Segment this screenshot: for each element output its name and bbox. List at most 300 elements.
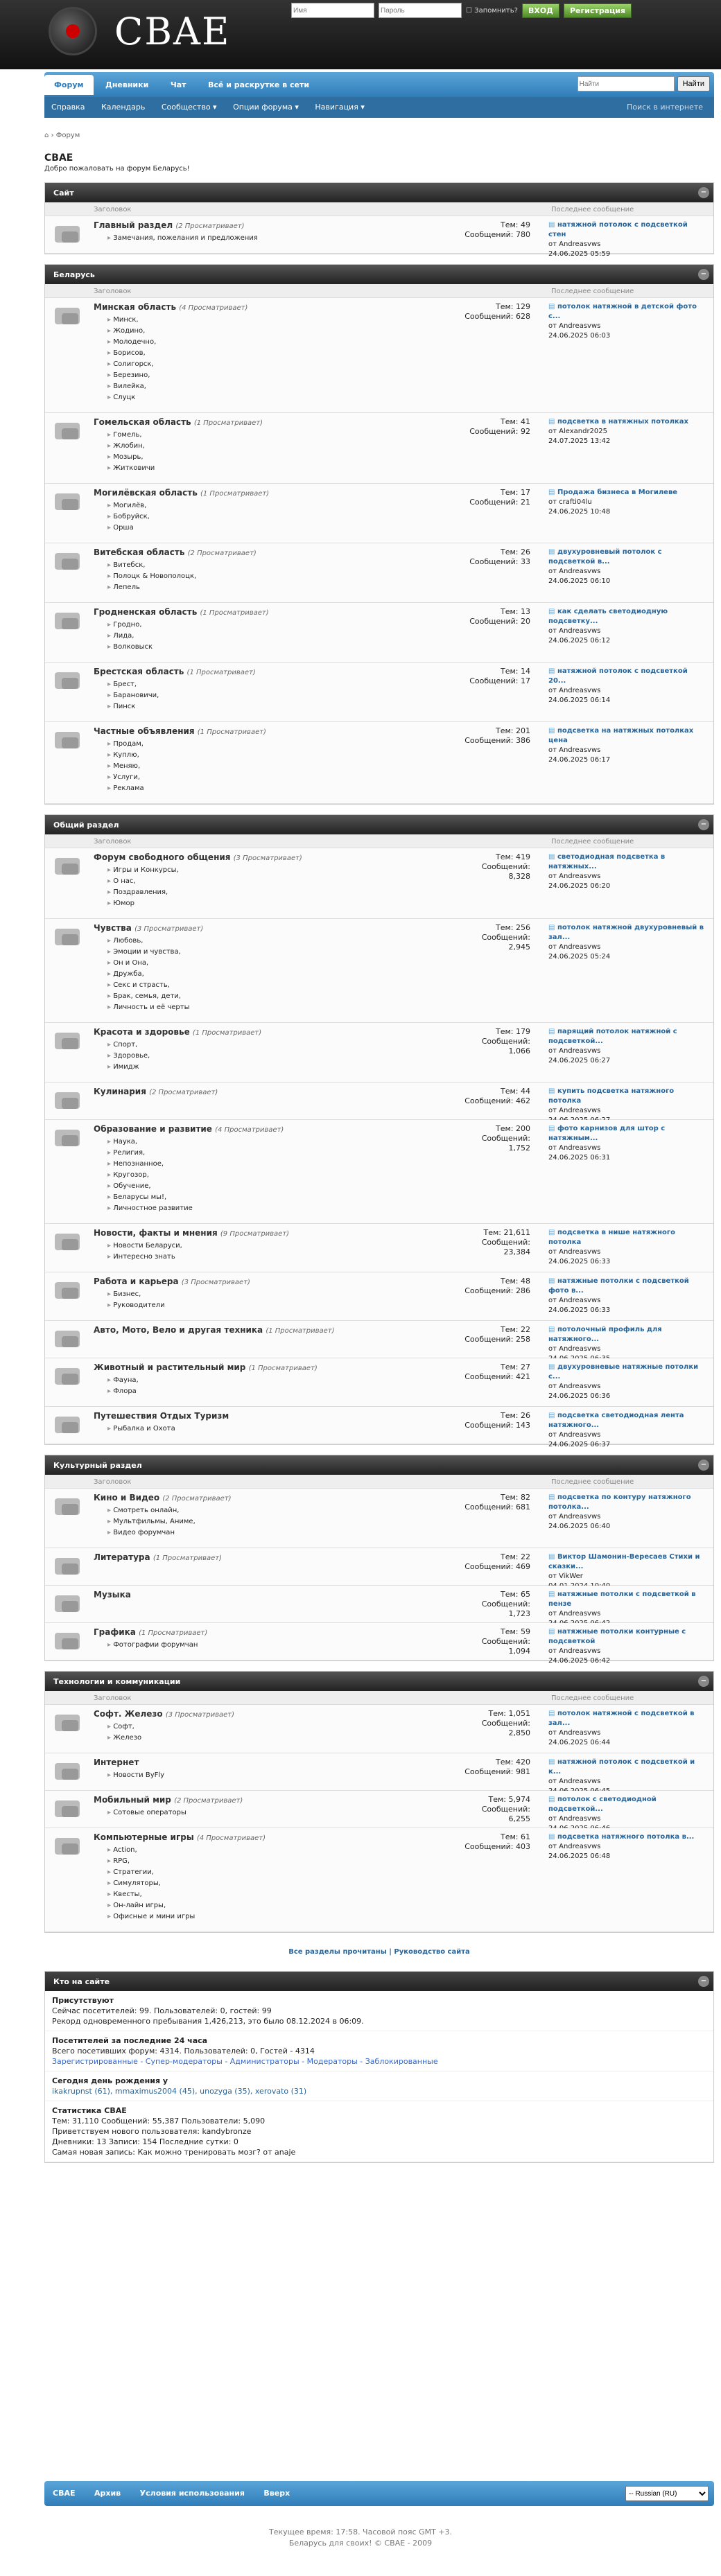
subnav-navigation[interactable]: Навигация ▾	[315, 103, 365, 112]
forum-title[interactable]: Гродненская область	[94, 607, 198, 617]
birthday-heading: Сегодня день рождения у	[52, 2076, 168, 2085]
subforum-link[interactable]: ▸ Продам,	[107, 739, 144, 750]
forum-title[interactable]: Интернет	[94, 1758, 139, 1767]
last-post-title[interactable]: ▤ натяжной потолок с подсветкой 20...	[548, 667, 706, 686]
forum-title[interactable]: Форум свободного общения	[94, 852, 231, 862]
forum-stat: Сообщений:	[481, 1037, 530, 1046]
subforum-link[interactable]: ▸ Бобруйск,	[107, 511, 150, 523]
subforum-link[interactable]: ▸ Вилейка,	[107, 381, 156, 392]
search-input[interactable]	[577, 76, 675, 91]
subforum-link[interactable]: ▸ Минск,	[107, 315, 156, 326]
forum-stat: Тем: 41	[501, 417, 530, 426]
forum-title-wrap	[94, 1758, 139, 1767]
last-post-date: 24.06.2025 05:24	[548, 953, 611, 961]
forum-row	[45, 1828, 713, 1932]
forum-stat: Тем: 59	[501, 1627, 530, 1636]
forum-stat: Сообщений:	[481, 862, 530, 871]
forum-row	[45, 1623, 713, 1665]
forum-stat: Тем: 22	[501, 1552, 530, 1561]
subforum-link[interactable]: ▸ Волковыск	[107, 642, 153, 653]
last-post-title[interactable]: ▤ двухуровневые натяжные потолки с...	[548, 1363, 706, 1382]
subforum-link[interactable]: ▸ Обучение,	[107, 1181, 193, 1192]
forum-viewing: (4 Просматривает)	[196, 1834, 266, 1842]
last-post-author[interactable]: от Andreasvws	[548, 1047, 601, 1055]
subforum-link[interactable]: ▸ Action,	[107, 1845, 195, 1856]
forum-title[interactable]: Софт. Железо	[94, 1709, 163, 1719]
collapse-icon[interactable]: −	[698, 1676, 709, 1687]
subforum-link[interactable]: ▸ Сотовые операторы	[107, 1807, 186, 1819]
subforum-link[interactable]: ▸ Брак, семья, дети,	[107, 991, 189, 1002]
subforum-link[interactable]: ▸ Он-лайн игры,	[107, 1900, 195, 1911]
last-post	[548, 726, 706, 765]
subforum-link[interactable]: ▸ Религия,	[107, 1148, 193, 1159]
subforum-link[interactable]: ▸ Пинск	[107, 701, 159, 712]
subforum-link[interactable]: ▸ Он и Она,	[107, 958, 189, 969]
forum-title[interactable]: Животный и растительный мир	[94, 1363, 246, 1372]
online-title: Кто на сайте	[53, 1977, 110, 1986]
forum-row	[45, 484, 713, 543]
section-title[interactable]: Культурный раздел	[53, 1461, 142, 1470]
column-header	[45, 1691, 713, 1705]
forum-stats	[412, 1493, 530, 1512]
forum-title[interactable]: Компьютерные игры	[94, 1832, 194, 1842]
subforum-link[interactable]: ▸ Гродно,	[107, 620, 153, 631]
logo-icon[interactable]	[49, 7, 97, 55]
record-text: Рекорд одновременного пребывания 1,426,213, это было 08.12.2024 в 06:09.	[52, 2017, 364, 2026]
last-post-title[interactable]: ▤ натяжной потолок с подсветкой и к...	[548, 1758, 706, 1777]
subforum-link[interactable]: ▸ Брест,	[107, 679, 159, 690]
subforum-link[interactable]: ▸ Здоровье,	[107, 1051, 150, 1062]
forum-status-icon	[55, 1498, 80, 1515]
forum-status-icon	[55, 1331, 80, 1347]
last-post	[548, 1832, 706, 1861]
collapse-icon[interactable]: −	[698, 1460, 709, 1471]
forum-viewing: (2 Просматривает)	[175, 222, 245, 230]
last-post-author[interactable]: от Andreasvws	[548, 1107, 601, 1114]
subforum-link[interactable]: ▸ Дружба,	[107, 969, 189, 980]
subforum-link[interactable]: ▸ Березино,	[107, 370, 156, 381]
breadcrumb-forum[interactable]: Форум	[55, 132, 80, 139]
forum-status-icon	[55, 858, 80, 875]
forum-stat: Сообщений: 681	[464, 1502, 530, 1512]
present-heading: Присутствуют	[52, 1996, 114, 2005]
last-post-author[interactable]: от Andreasvws	[548, 627, 601, 635]
subforum-list	[107, 936, 189, 1013]
subforum-link[interactable]: ▸ Софт,	[107, 1721, 141, 1733]
last-post-date: 24.06.2025 06:37	[548, 1441, 611, 1448]
forum-stat: Сообщений: 469	[464, 1562, 530, 1571]
last-post	[548, 1027, 706, 1066]
collapse-icon[interactable]: −	[698, 819, 709, 830]
forum-stat: Сообщений: 403	[464, 1842, 530, 1851]
subforum-link[interactable]: ▸ Имидж	[107, 1062, 150, 1073]
collapse-icon[interactable]: −	[698, 1976, 709, 1987]
last-post-author[interactable]: от Andreasvws	[548, 240, 601, 248]
section-header[interactable]	[45, 183, 713, 202]
subforum-list	[107, 315, 156, 403]
last-post-title[interactable]: ▤ подсветка светодиодная лента натяжного...	[548, 1411, 706, 1430]
forum-title-wrap	[94, 1325, 335, 1335]
subforum-link[interactable]: ▸ Борисов,	[107, 348, 156, 359]
forum-stats	[412, 1325, 530, 1344]
forum-title-wrap	[94, 1832, 266, 1842]
stats-line2: Приветствуем нового пользователя: kandybronze	[52, 2127, 252, 2136]
col-forum: Заголовок	[94, 1478, 132, 1486]
last-post-author[interactable]: от Andreasvws	[548, 1345, 601, 1353]
subforum-link[interactable]: ▸ О нас,	[107, 876, 179, 887]
subforum-link[interactable]: ▸ Фотографии форумчан	[107, 1640, 198, 1651]
subforum-link[interactable]: ▸ Новости ByFly	[107, 1770, 164, 1781]
last-post-title[interactable]: ▤ потолок натяжной двухуровневый в зал...	[548, 923, 706, 943]
subforum-link[interactable]: ▸ Юмор	[107, 898, 179, 909]
subforum-link[interactable]: ▸ Личность и её черты	[107, 1002, 189, 1013]
forum-title-wrap	[94, 1087, 218, 1096]
forum-stats	[412, 1363, 530, 1382]
forum-stat: Сообщений:	[481, 1600, 530, 1609]
online-stats	[45, 2101, 713, 2162]
last-post	[548, 488, 706, 517]
section-title[interactable]: Технологии и коммуникации	[53, 1677, 181, 1686]
col-last: Последнее сообщение	[551, 838, 634, 845]
tab-blogs[interactable]: Дневники	[105, 80, 149, 89]
forum-title[interactable]: Могилёвская область	[94, 488, 198, 498]
last-post-author[interactable]: от Andreasvws	[548, 1248, 601, 1256]
last-post-title[interactable]: ▤ потолок с светодиодной подсветкой...	[548, 1795, 706, 1814]
last-post-author[interactable]: от Andreasvws	[548, 1383, 601, 1390]
forum-title[interactable]: Литература	[94, 1552, 150, 1562]
forum-row	[45, 848, 713, 919]
subnav-web-search[interactable]: Поиск в интернете	[627, 103, 703, 112]
remember-label: Запомнить?	[474, 6, 518, 15]
forum-stat: Тем: 65	[501, 1590, 530, 1599]
collapse-icon[interactable]: −	[698, 187, 709, 198]
section-header[interactable]	[45, 1672, 713, 1691]
last-post-title[interactable]: ▤ Продажа бизнеса в Могилеве	[548, 488, 706, 498]
subforum-link[interactable]: ▸ Секс и страсть,	[107, 980, 189, 991]
last-post-title[interactable]: ▤ подсветка на натяжных потолках цена	[548, 726, 706, 746]
forum-title[interactable]: Новости, факты и мнения	[94, 1228, 218, 1238]
footer-link-home[interactable]: CBAE	[53, 2489, 76, 2498]
main-content	[44, 152, 714, 2163]
last-post-author[interactable]: от VikWer	[548, 1572, 583, 1580]
section-header[interactable]	[45, 265, 713, 284]
subforum-link[interactable]: ▸ Могилёв,	[107, 500, 150, 511]
last-post-title[interactable]: ▤ потолок натяжной с подсветкой в зал...	[548, 1709, 706, 1728]
forum-title[interactable]: Путешествия Отдых Туризм	[94, 1411, 229, 1421]
forum-row	[45, 1753, 713, 1791]
last-post-date: 24.06.2025 06:20	[548, 882, 611, 890]
forum-stat: Тем: 26	[501, 547, 530, 557]
subforum-list	[107, 500, 150, 534]
last-post-author[interactable]: от Alexandr2025	[548, 428, 608, 435]
last-post-author[interactable]: от Andreasvws	[548, 1729, 601, 1737]
subforum-link[interactable]: ▸ Реклама	[107, 783, 144, 794]
forum-title[interactable]: Частные объявления	[94, 726, 195, 736]
language-select[interactable]	[625, 2486, 709, 2501]
last-post-title[interactable]: ▤ натяжные потолки контурные с подсветкой	[548, 1627, 706, 1647]
forum-title[interactable]: Минская область	[94, 302, 177, 312]
forum-viewing: (3 Просматривает)	[181, 1279, 250, 1286]
subforum-link[interactable]: ▸ Эмоции и чувства,	[107, 947, 189, 958]
stats-heading: Статистика CBAE	[52, 2106, 127, 2115]
subforum-link[interactable]: ▸ Видео форумчан	[107, 1527, 196, 1539]
subforum-link[interactable]: ▸ Куплю,	[107, 750, 144, 761]
forum-title[interactable]: Мобильный мир	[94, 1795, 171, 1805]
forum-stats	[412, 1832, 530, 1852]
forum-stat: Тем: 17	[501, 488, 530, 497]
section-header[interactable]	[45, 1455, 713, 1475]
forum-title[interactable]: Графика	[94, 1627, 136, 1637]
subforum-link[interactable]: ▸ Молодечно,	[107, 337, 156, 348]
forum-stat: Тем: 27	[501, 1363, 530, 1372]
last-post-author[interactable]: от Andreasvws	[548, 943, 601, 951]
column-header	[45, 1475, 713, 1489]
subforum-list	[107, 679, 159, 712]
subforum-link[interactable]: ▸ Рыбалка и Охота	[107, 1423, 175, 1435]
last-post-title[interactable]: ▤ купить подсветка натяжного потолка	[548, 1087, 706, 1106]
forum-title-wrap	[94, 417, 263, 427]
last-post-title[interactable]: ▤ подсветка в нише натяжного потолка	[548, 1228, 706, 1247]
last-post-title[interactable]: ▤ фото карнизов для штор с натяжным...	[548, 1124, 706, 1144]
last-post-author[interactable]: от Andreasvws	[548, 1647, 601, 1655]
forum-row	[45, 1358, 713, 1407]
forum-title[interactable]: Гомельская область	[94, 417, 191, 427]
forum-stats	[412, 607, 530, 627]
subforum-list	[107, 1505, 196, 1539]
breadcrumb: ⌂ › Форум	[44, 132, 80, 139]
forum-row	[45, 722, 713, 804]
forum-stat: Сообщений: 92	[469, 427, 530, 436]
last-post	[548, 1124, 706, 1163]
footer-link-top[interactable]: Вверх	[263, 2489, 290, 2498]
col-last: Последнее сообщение	[551, 1694, 634, 1702]
forum-title[interactable]: Чувства	[94, 923, 132, 933]
forum-status-icon	[55, 423, 80, 439]
last-post-author[interactable]: от Andreasvws	[548, 1815, 601, 1823]
subforum-link[interactable]: ▸ Игры и Конкурсы,	[107, 865, 179, 876]
subforum-link[interactable]: ▸ Меняю,	[107, 761, 144, 772]
col-forum: Заголовок	[94, 838, 132, 845]
subforum-link[interactable]: ▸ Руководители	[107, 1300, 165, 1311]
forum-title[interactable]: Музыка	[94, 1590, 131, 1600]
subforum-link[interactable]: ▸ Лепель	[107, 582, 196, 593]
subforum-link[interactable]: ▸ Личностное развитие	[107, 1203, 193, 1214]
forum-stat: Сообщений: 981	[464, 1767, 530, 1776]
forum-status-icon	[55, 1130, 80, 1146]
forum-title[interactable]: Кино и Видео	[94, 1493, 160, 1502]
last-post-title[interactable]: ▤ подсветка в натяжных потолках	[548, 417, 706, 427]
password-input[interactable]	[379, 3, 462, 18]
forum-title[interactable]: Красота и здоровье	[94, 1027, 190, 1037]
forum-stat: Тем: 61	[501, 1832, 530, 1841]
last-post-title[interactable]: ▤ подсветка по контуру натяжного потолка...	[548, 1493, 706, 1512]
forum-status-icon	[55, 493, 80, 510]
section-header[interactable]	[45, 815, 713, 834]
last-post-date: 24.06.2025 06:44	[548, 1739, 611, 1746]
subforum-link[interactable]: ▸ Интересно знать	[107, 1252, 182, 1263]
last-post-author[interactable]: от crafti04lu	[548, 498, 592, 506]
last-post-title[interactable]: ▤ потолочный профиль для натяжного...	[548, 1325, 706, 1344]
forum-title[interactable]: Авто, Мото, Вело и другая техника	[94, 1325, 263, 1335]
forum-title[interactable]: Витебская область	[94, 547, 185, 557]
subforum-link[interactable]: ▸ Наука,	[107, 1137, 193, 1148]
forum-title-wrap	[94, 1277, 250, 1286]
subforum-link[interactable]: ▸ Замечания, пожелания и предложения	[107, 233, 258, 244]
section-title[interactable]: Общий раздел	[53, 821, 119, 830]
subforum-link[interactable]: ▸ Фауна,	[107, 1375, 139, 1386]
subforum-link[interactable]: ▸ Железо	[107, 1733, 141, 1744]
last-post-date: 24.06.2025 06:31	[548, 1154, 611, 1162]
site-logo-text[interactable]: CBAE	[114, 10, 231, 53]
last-post-author[interactable]: от Andreasvws	[548, 1843, 601, 1850]
last-post-title[interactable]: ▤ Виктор Шамонин-Вересаев Стихи и сказки...	[548, 1552, 706, 1572]
forum-stat: Сообщений: 17	[469, 676, 530, 685]
forum-stat: Тем: 5,974	[488, 1795, 530, 1804]
register-button[interactable]: Регистрация	[564, 3, 632, 18]
forum-title[interactable]: Кулинария	[94, 1087, 146, 1096]
subforum-link[interactable]: ▸ Мозырь,	[107, 452, 155, 463]
subforum-list	[107, 1845, 195, 1922]
last-post	[548, 1411, 706, 1450]
last-post-title[interactable]: ▤ потолок натяжной в детской фото с...	[548, 302, 706, 322]
subforum-link[interactable]: ▸ Смотреть онлайн,	[107, 1505, 196, 1516]
last-post-author[interactable]: от Andreasvws	[548, 746, 601, 754]
subforum-link[interactable]: ▸ Орша	[107, 523, 150, 534]
subforum-link[interactable]: ▸ Лида,	[107, 631, 153, 642]
stats-line1: Тем: 31,110 Сообщений: 55,387 Пользователи: 5,090	[52, 2117, 266, 2126]
subforum-link[interactable]: ▸ Кругозор,	[107, 1170, 193, 1181]
subforum-link[interactable]: ▸ Спорт,	[107, 1040, 150, 1051]
login-button[interactable]: ВХОД	[522, 3, 559, 18]
home-icon[interactable]: ⌂	[44, 132, 49, 139]
forum-stat: Сообщений: 421	[464, 1372, 530, 1381]
section-title[interactable]: Сайт	[53, 189, 74, 198]
welcome-text: Добро пожаловать на форум Беларусь!	[44, 165, 190, 173]
last-post-title[interactable]: ▤ подсветка натяжного потолка в...	[548, 1832, 706, 1842]
last-post-date: 24.06.2025 10:48	[548, 508, 611, 516]
last-post-date: 24.06.2025 05:59	[548, 250, 611, 258]
tab-forum[interactable]: Форум	[44, 75, 94, 95]
forum-viewing: (9 Просматривает)	[220, 1230, 290, 1238]
subforum-list	[107, 1375, 139, 1397]
subforum-link[interactable]: ▸ Поздравления,	[107, 887, 179, 898]
subforum-link[interactable]: ▸ Стратегии,	[107, 1867, 195, 1878]
last-post-author[interactable]: от Andreasvws	[548, 1610, 601, 1618]
last-post-title[interactable]: ▤ парящий потолок натяжной с подсветкой...	[548, 1027, 706, 1046]
username-input[interactable]	[291, 3, 374, 18]
footer-link-archive[interactable]: Архив	[94, 2489, 121, 2498]
subforum-link[interactable]: ▸ Непознанное,	[107, 1159, 193, 1170]
search-button[interactable]: Найти	[677, 76, 710, 91]
forum-stat: 8,328	[508, 872, 530, 881]
subforum-link[interactable]: ▸ Гомель,	[107, 430, 155, 441]
forum-stat: Сообщений:	[481, 1805, 530, 1814]
subforum-link[interactable]: ▸ Офисные и мини игры	[107, 1911, 195, 1922]
forum-viewing: (2 Просматривает)	[187, 550, 257, 557]
footer-link-terms[interactable]: Условия использования	[139, 2489, 245, 2498]
copyright-line: Беларусь для своих! © CBAE - 2009	[288, 2539, 433, 2548]
forum-viewing: (1 Просматривает)	[153, 1554, 222, 1562]
collapse-icon[interactable]: −	[698, 269, 709, 280]
subforum-link[interactable]: ▸ Бизнес,	[107, 1289, 165, 1300]
subforum-link[interactable]: ▸ Беларусы мы!,	[107, 1192, 193, 1203]
last-post-author[interactable]: от Andreasvws	[548, 568, 601, 575]
last-post-title[interactable]: ▤ натяжной потолок с подсветкой стен	[548, 220, 706, 240]
subnav-calendar[interactable]: Календарь	[101, 103, 146, 112]
forum-title-wrap	[94, 1493, 232, 1502]
forum-title-wrap	[94, 1590, 131, 1600]
subforum-link[interactable]: ▸ Симуляторы,	[107, 1878, 195, 1889]
tab-promo[interactable]: Всё и раскрутке в сети	[208, 80, 310, 89]
last-post-author[interactable]: от Andreasvws	[548, 873, 601, 880]
last-post-title[interactable]: ▤ как сделать светодиодную подсветку...	[548, 607, 706, 627]
subnav-community[interactable]: Сообщество ▾	[161, 103, 217, 112]
last-post-author[interactable]: от Andreasvws	[548, 322, 601, 330]
forum-title[interactable]: Брестская область	[94, 667, 184, 676]
section-title[interactable]: Беларусь	[53, 270, 95, 279]
subforum-link[interactable]: ▸ Любовь,	[107, 936, 189, 947]
subforum-link[interactable]: ▸ Жодино,	[107, 326, 156, 337]
last-post-title[interactable]: ▤ натяжные потолки с подсветкой фото в...	[548, 1277, 706, 1296]
remember-checkbox[interactable]: ☐ Запомнить?	[466, 6, 518, 15]
last-post-author[interactable]: от Andreasvws	[548, 687, 601, 694]
stats-line3: Дневники: 13 Записи: 154 Последние сутки: 0	[52, 2137, 238, 2146]
forum-title[interactable]: Работа и карьера	[94, 1277, 179, 1286]
forum-title[interactable]: Главный раздел	[94, 220, 173, 230]
subnav-help[interactable]: Справка	[51, 103, 85, 112]
subforum-list	[107, 430, 155, 474]
main-nav	[44, 72, 714, 97]
subforum-link[interactable]: ▸ RPG,	[107, 1856, 195, 1867]
last-post-author[interactable]: от Andreasvws	[548, 1297, 601, 1304]
subforum-link[interactable]: ▸ Новости Беларуси,	[107, 1241, 182, 1252]
last-post	[548, 1627, 706, 1666]
last-post-author[interactable]: от Andreasvws	[548, 1431, 601, 1439]
last-post	[548, 417, 706, 446]
last-post-author[interactable]: от Andreasvws	[548, 1513, 601, 1521]
subforum-link[interactable]: ▸ Житковичи	[107, 463, 155, 474]
forum-stats	[412, 1277, 530, 1296]
tab-chat[interactable]: Чат	[170, 80, 186, 89]
forum-status-icon	[55, 929, 80, 945]
forum-title[interactable]: Образование и развитие	[94, 1124, 212, 1134]
column-header	[45, 834, 713, 848]
last-post-title[interactable]: ▤ светодиодная подсветка в натяжных...	[548, 852, 706, 872]
forum-title-wrap	[94, 1795, 243, 1805]
forum-stats	[412, 852, 530, 882]
subforum-link[interactable]: ▸ Услуги,	[107, 772, 144, 783]
subnav-options[interactable]: Опции форума ▾	[233, 103, 299, 112]
subforum-link[interactable]: ▸ Флора	[107, 1386, 139, 1397]
birthday-list[interactable]: ikakrupnst (61), mmaximus2004 (45), unozyga (35), xerovato (31)	[52, 2087, 307, 2096]
subforum-list	[107, 560, 196, 593]
subforum-link[interactable]: ▸ Жлобин,	[107, 441, 155, 452]
subforum-link[interactable]: ▸ Витебск,	[107, 560, 196, 571]
last-post-author[interactable]: от Andreasvws	[548, 1144, 601, 1152]
subforum-link[interactable]: ▸ Полоцк & Новополоцк,	[107, 571, 196, 582]
subforum-link[interactable]: ▸ Мультфильмы, Аниме,	[107, 1516, 196, 1527]
subforum-link[interactable]: ▸ Барановичи,	[107, 690, 159, 701]
last-post-author[interactable]: от Andreasvws	[548, 1778, 601, 1785]
footer-links-top[interactable]: Все разделы прочитаны | Руководство сайта	[288, 1948, 470, 1956]
last-post-title[interactable]: ▤ двухуровневый потолок с подсветкой в...	[548, 547, 706, 567]
subforum-link[interactable]: ▸ Слуцк	[107, 392, 156, 403]
subforum-link[interactable]: ▸ Квесты,	[107, 1889, 195, 1900]
forum-row	[45, 663, 713, 722]
subforum-link[interactable]: ▸ Солигорск,	[107, 359, 156, 370]
footer-bar	[44, 2481, 714, 2506]
last-post-title[interactable]: ▤ натяжные потолки с подсветкой в пензе	[548, 1590, 706, 1609]
